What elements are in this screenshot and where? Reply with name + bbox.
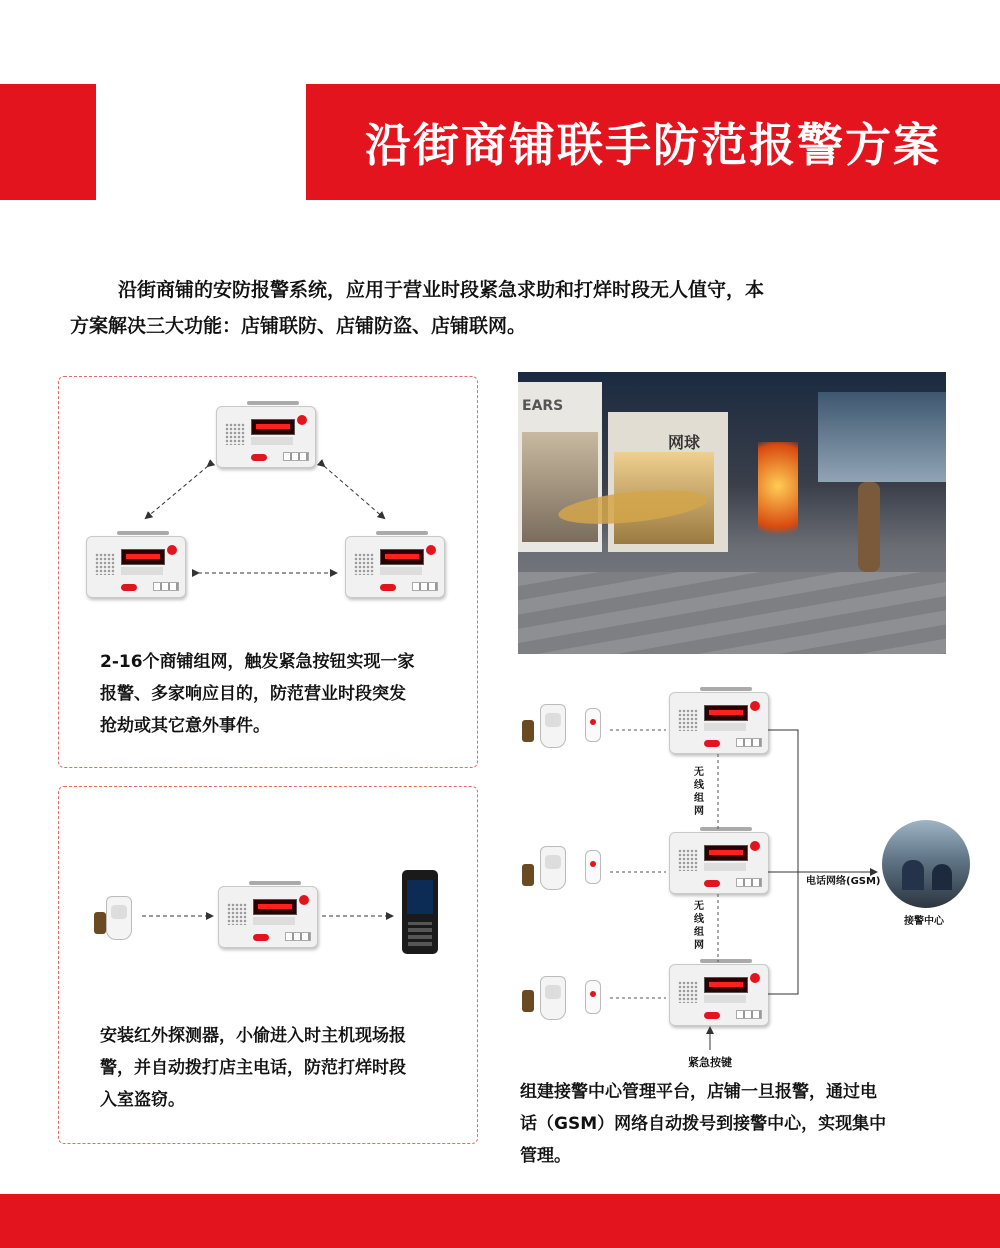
network-description (520, 1076, 940, 1172)
alarm-center-photo (882, 820, 970, 908)
network-line-3: 管理。 (520, 1146, 571, 1166)
theft-line-2: 警，并自动拨打店主电话，防范打烊时段 (100, 1058, 406, 1078)
theft-arrows (58, 900, 476, 940)
emergency-key-label: 紧急按键 (688, 1056, 732, 1069)
network-line-1: 组建接警中心管理平台，店铺一旦报警，通过电 (520, 1082, 877, 1102)
linkage-description (100, 646, 460, 742)
page-title: 沿街商铺联手防范报警方案 (306, 84, 1000, 200)
footer-bar (0, 1194, 1000, 1248)
store-name-sign: 网球 (668, 433, 701, 452)
theft-line-1: 安装红外探测器，小偷进入时主机现场报 (100, 1026, 406, 1046)
theft-line-3: 入室盗窃。 (100, 1090, 185, 1110)
linkage-arrows (58, 376, 476, 636)
store-sign: EARS (522, 398, 564, 414)
gsm-label: 电话网络(GSM) (806, 876, 881, 887)
network-line-2: 话（GSM）网络自动拨号到接警中心，实现集中 (520, 1114, 887, 1134)
intro-line-1: 沿街商铺的安防报警系统，应用于营业时段紧急求助和打烊时段无人值守，本 (118, 279, 765, 301)
linkage-line-2: 报警、多家响应目的，防范营业时段突发 (100, 684, 406, 704)
alarm-center-label: 接警中心 (904, 916, 944, 927)
theft-description (100, 1020, 460, 1116)
wireless-label-2: 无线组网 (694, 901, 704, 951)
linkage-line-3: 抢劫或其它意外事件。 (100, 716, 270, 736)
linkage-line-1: 2-16个商铺组网，触发紧急按钮实现一家 (100, 652, 415, 672)
header-bar-left (0, 84, 96, 200)
intro-line-2: 方案解决三大功能：店铺联防、店铺防盗、店铺联网。 (70, 315, 527, 337)
intro-paragraph (70, 272, 940, 344)
wireless-label-1: 无线组网 (694, 767, 704, 817)
street-photo (518, 372, 946, 654)
